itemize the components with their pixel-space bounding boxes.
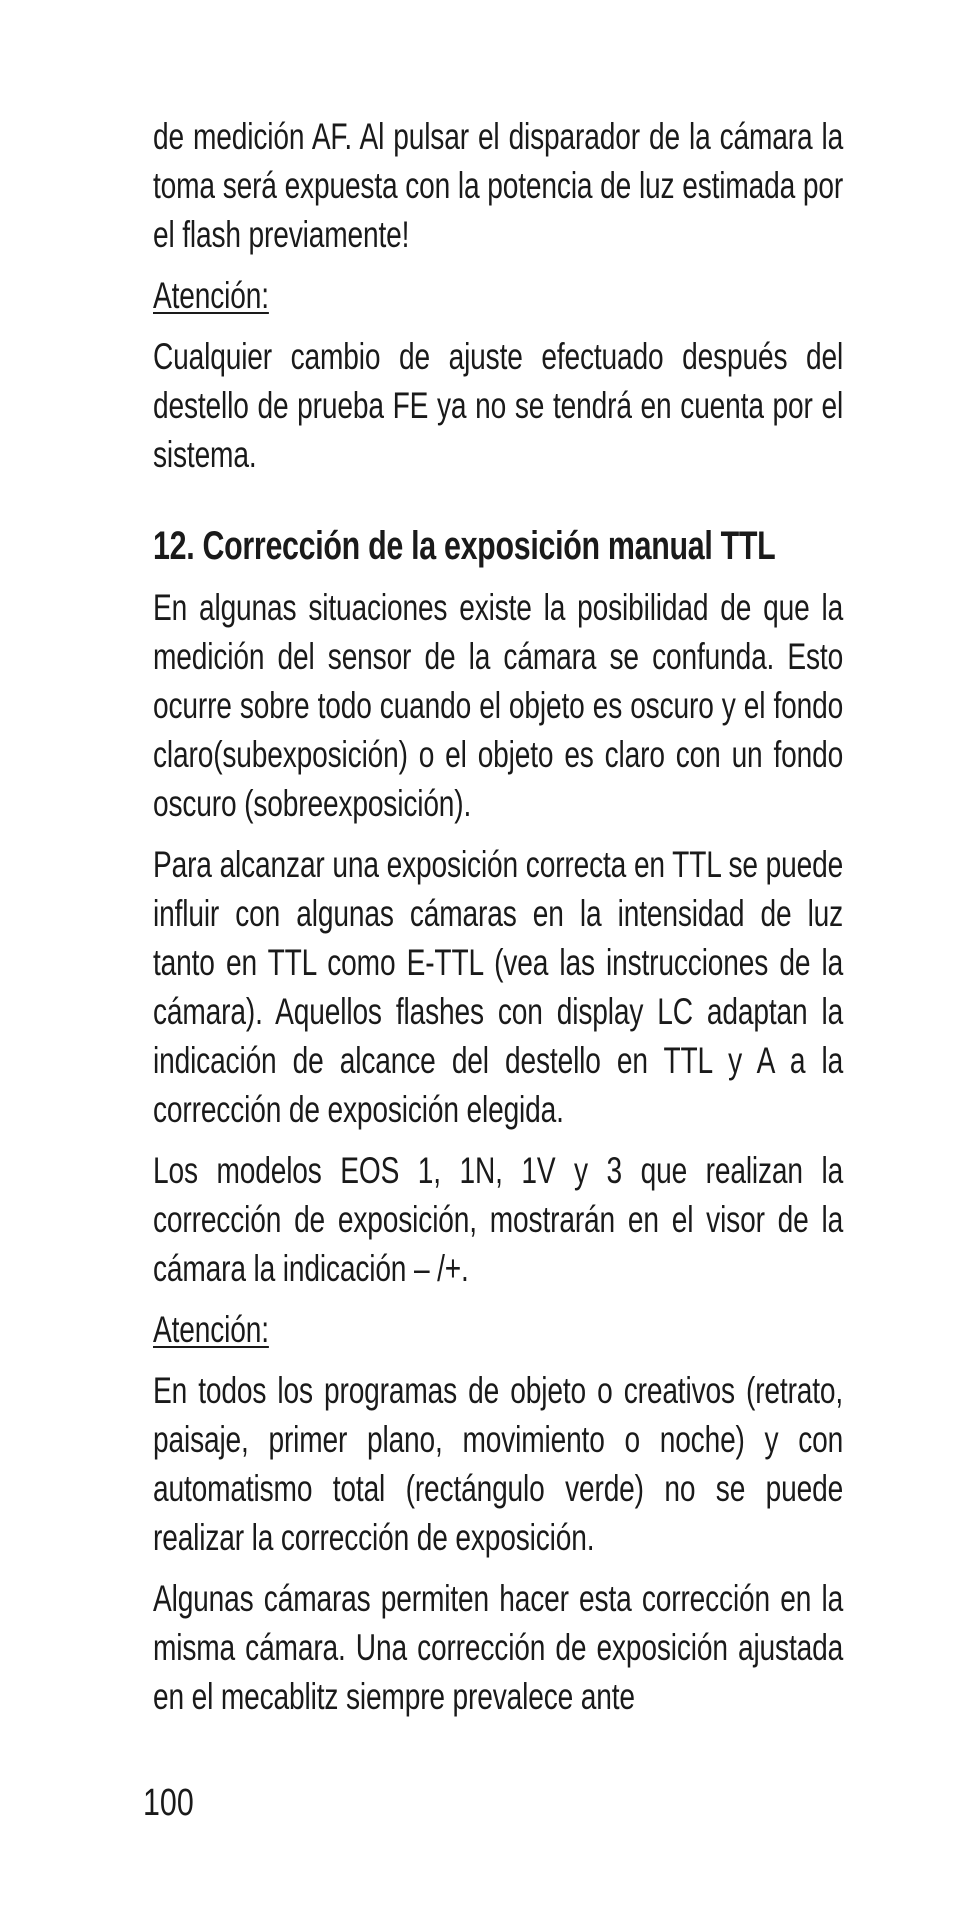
paragraph-correct-exposure: Para alcanzar una exposición correcta en TTL se puede influir con algunas cámaras en la intensidad de luz tanto en TTL como E-TTL (vea las instrucciones de la cámara). Aquellos flashes con display LC adaptan la indicación de alcance del destello en TTL y A a la corrección de exposición elegida. — [153, 844, 844, 1130]
paragraph-programs: En todos los programas de objeto o creativos (retrato, paisaje, primer plano, movimiento o noche) y con automatismo total (rectángulo verde) no se puede realizar la corrección de exposición. — [153, 1370, 844, 1558]
paragraph-af-metering: de medición AF. Al pulsar el disparador de la cámara la toma será expuesta con la potencia de luz estimada por el flash previamente! — [153, 116, 844, 255]
paragraph-camera-correction: Algunas cámaras permiten hacer esta corrección en la misma cámara. Una corrección de exposición ajustada en el mecablitz siempre prevalece ante — [153, 1578, 844, 1717]
document-page — [153, 112, 843, 1733]
text-column — [153, 112, 843, 1721]
attention-label-1: Atención: — [153, 275, 269, 316]
paragraph-eos-models: Los modelos EOS 1, 1N, 1V y 3 que realizan la corrección de exposición, mostrarán en el visor de la cámara la indicación – /+. — [153, 1150, 844, 1289]
attention-label-2: Atención: — [153, 1309, 269, 1350]
page-number: 100 — [143, 1782, 194, 1824]
paragraph-fe-test-flash: Cualquier cambio de ajuste efectuado después del destello de prueba FE ya no se tendrá en cuenta por el sistema. — [153, 336, 844, 475]
section-heading: 12. Corrección de la exposición manual TTL — [153, 524, 776, 568]
paragraph-sensor-confusion: En algunas situaciones existe la posibilidad de que la medición del sensor de la cámara se confunda. Esto ocurre sobre todo cuando el objeto es oscuro y el fondo claro(subexposición) o el objeto es claro con un fondo oscuro (sobreexposición). — [153, 587, 844, 824]
